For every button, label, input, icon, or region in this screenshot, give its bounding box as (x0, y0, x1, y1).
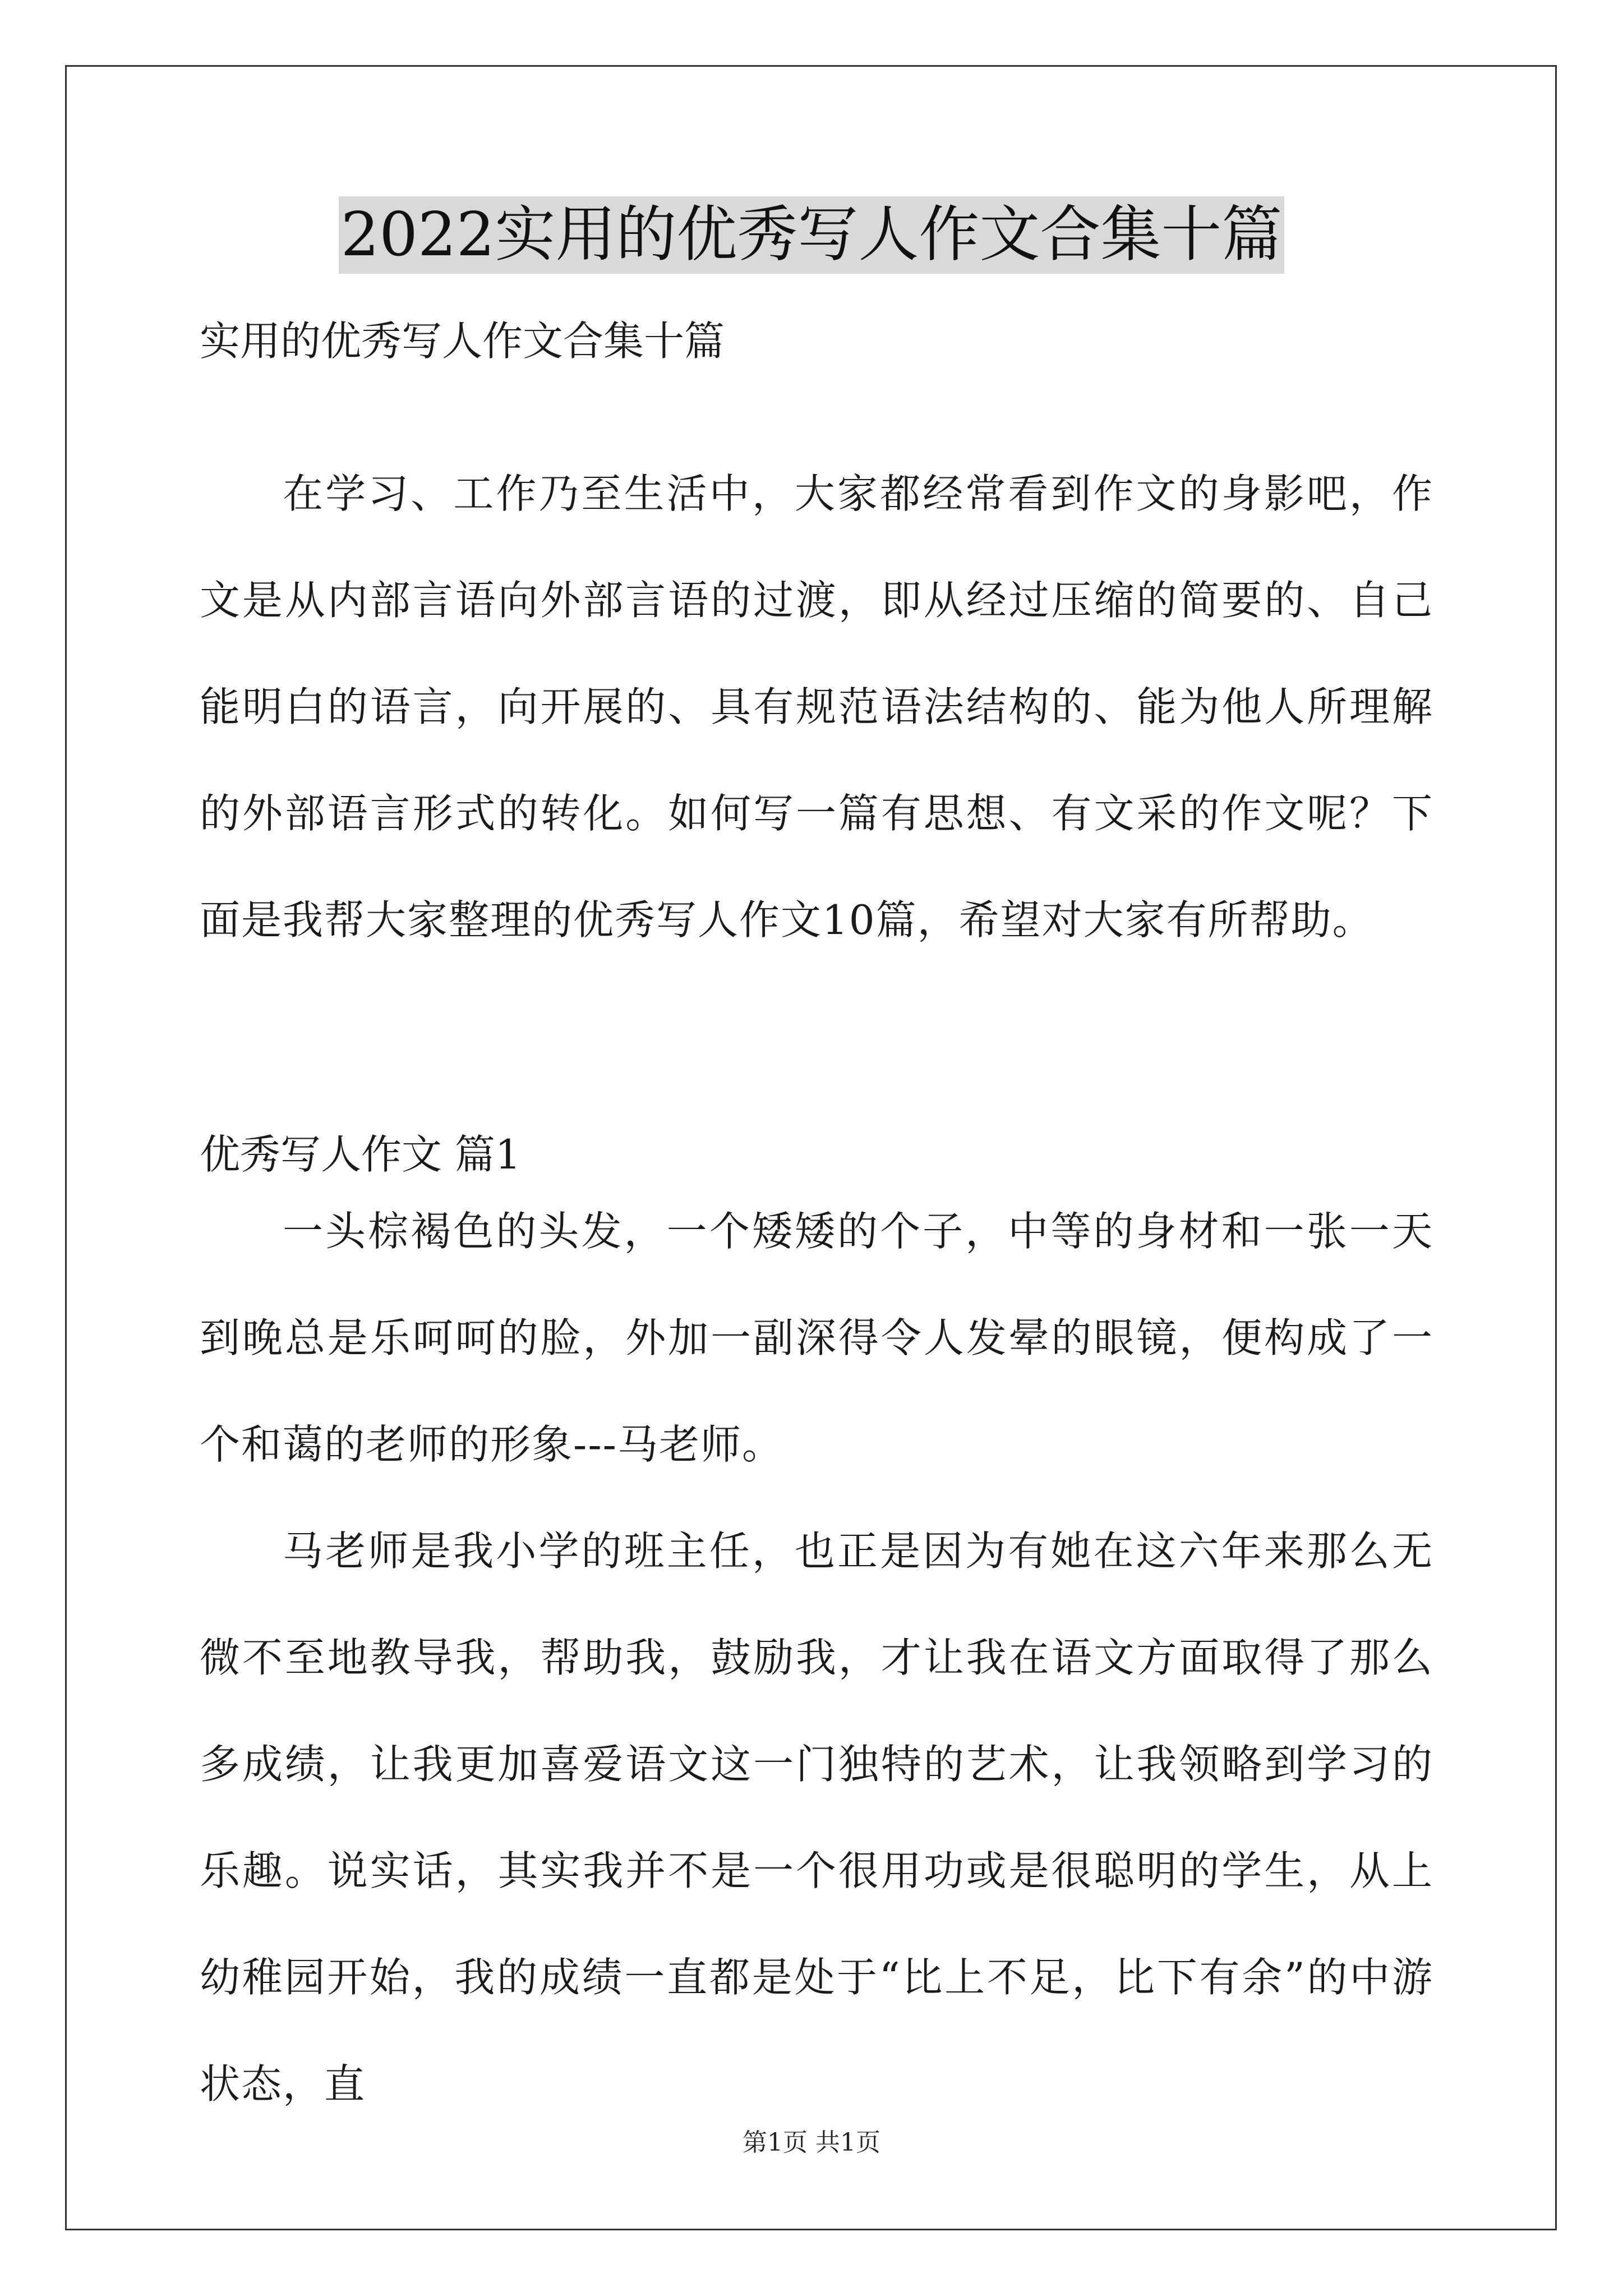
section-heading-1: 优秀写人作文 篇1 (200, 1131, 521, 1178)
section1-paragraph-1: 一头棕褐色的头发，一个矮矮的个子，中等的身材和一张一天到晚总是乐呵呵的脸，外加一副深得令人发晕的眼镜，便构成了一个和蔼的老师的形象---马老师。 (200, 1208, 1433, 1468)
document-title-text: 2022实用的优秀写人作文合集十篇 (339, 196, 1285, 274)
page-footer: 第1页 共1页 (743, 2128, 880, 2157)
document-subtitle: 实用的优秀写人作文合集十篇 (200, 318, 725, 365)
section1-paragraph-2: 马老师是我小学的班主任，也正是因为有她在这六年来那么无微不至地教导我，帮助我，鼓励我，才让我在语文方面取得了那么多成绩，让我更加喜爱语文这一门独特的艺术，让我领略到学习的乐趣。说实话，其实我并不是一个很用功或是很聪明的学生，从上幼稚园开始，我的成绩一直都是处于“比上不足，比下有余”的中游状态，直 (200, 1527, 1433, 2108)
intro-paragraph: 在学习、工作乃至生活中，大家都经常看到作文的身影吧，作文是从内部言语向外部言语的过渡，即从经过压缩的简要的、自己能明白的语言，向开展的、具有规范语法结构的、能为他人所理解的外部语言形式的转化。如何写一篇有思想、有文采的作文呢？下面是我帮大家整理的优秀写人作文10篇，希望对大家有所帮助。 (200, 470, 1433, 944)
document-title (0, 196, 1623, 274)
